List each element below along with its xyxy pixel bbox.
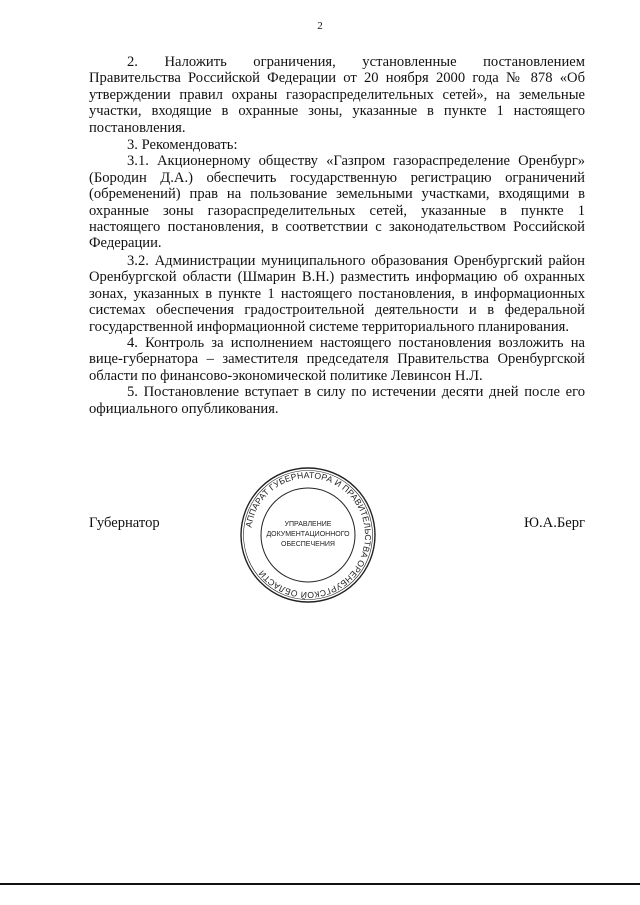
document-body — [89, 54, 585, 417]
seal-center-line-1: УПРАВЛЕНИЕ — [284, 521, 332, 528]
paragraph-3-2-administration: 3.2. Администрации муниципального образования Оренбургский район Оренбургской области (Шмарин В.Н.) разместить информацию об охранных зонах, указанных в пункте 1 настоящего постановления, в информационных системах обеспечения градостроительной деятельности и в федеральной государственной информационной системе территориального планирования. — [89, 252, 585, 335]
seal-graphic — [238, 465, 378, 605]
paragraph-2-restrictions: 2. Наложить ограничения, установленные постановлением Правительства Российской Федерации от 20 ноября 2000 года № 878 «Об утверждении правил охраны газораспределительных сетей», на земельные участки, входящие в охранные зоны, указанные в пункте 1 настоящего постановления. — [89, 54, 585, 136]
footer-rule — [0, 883, 640, 885]
signer-name: Ю.А.Берг — [524, 515, 585, 531]
paragraph-4-control: 4. Контроль за исполнением настоящего постановления возложить на вице-губернатора – заместителя председателя Правительства Оренбургской области по финансово-экономической политике Левинсон Н.Л. — [89, 334, 585, 384]
seal-center-line-3: ОБЕСПЕЧЕНИЯ — [281, 541, 335, 548]
page-number: 2 — [317, 20, 323, 32]
seal-center-line-2: ДОКУМЕНТАЦИОННОГО — [266, 531, 350, 538]
official-seal-stamp — [238, 465, 378, 605]
paragraph-5-effective-date: 5. Постановление вступает в силу по истечении десяти дней после его официального опубликования. — [89, 384, 585, 417]
signer-title: Губернатор — [89, 515, 160, 531]
seal-ring-text: АППАРАТ ГУБЕРНАТОРА И ПРАВИТЕЛЬСТВА ОРЕНБУРГСКОЙ ОБЛАСТИ — [243, 469, 374, 601]
paragraph-3-1-gazprom: 3.1. Акционерному обществу «Газпром газораспределение Оренбург» (Бородин Д.А.) обеспечить государственную регистрацию ограничений (обременений) прав на пользование земельными участками, входящими в охранные зоны газораспределительных сетей, указанные в пункте 1 настоящего постановления, в соответствии с законодательством Российской Федерации. — [89, 153, 585, 252]
paragraph-3-recommend: 3. Рекомендовать: — [127, 137, 238, 154]
